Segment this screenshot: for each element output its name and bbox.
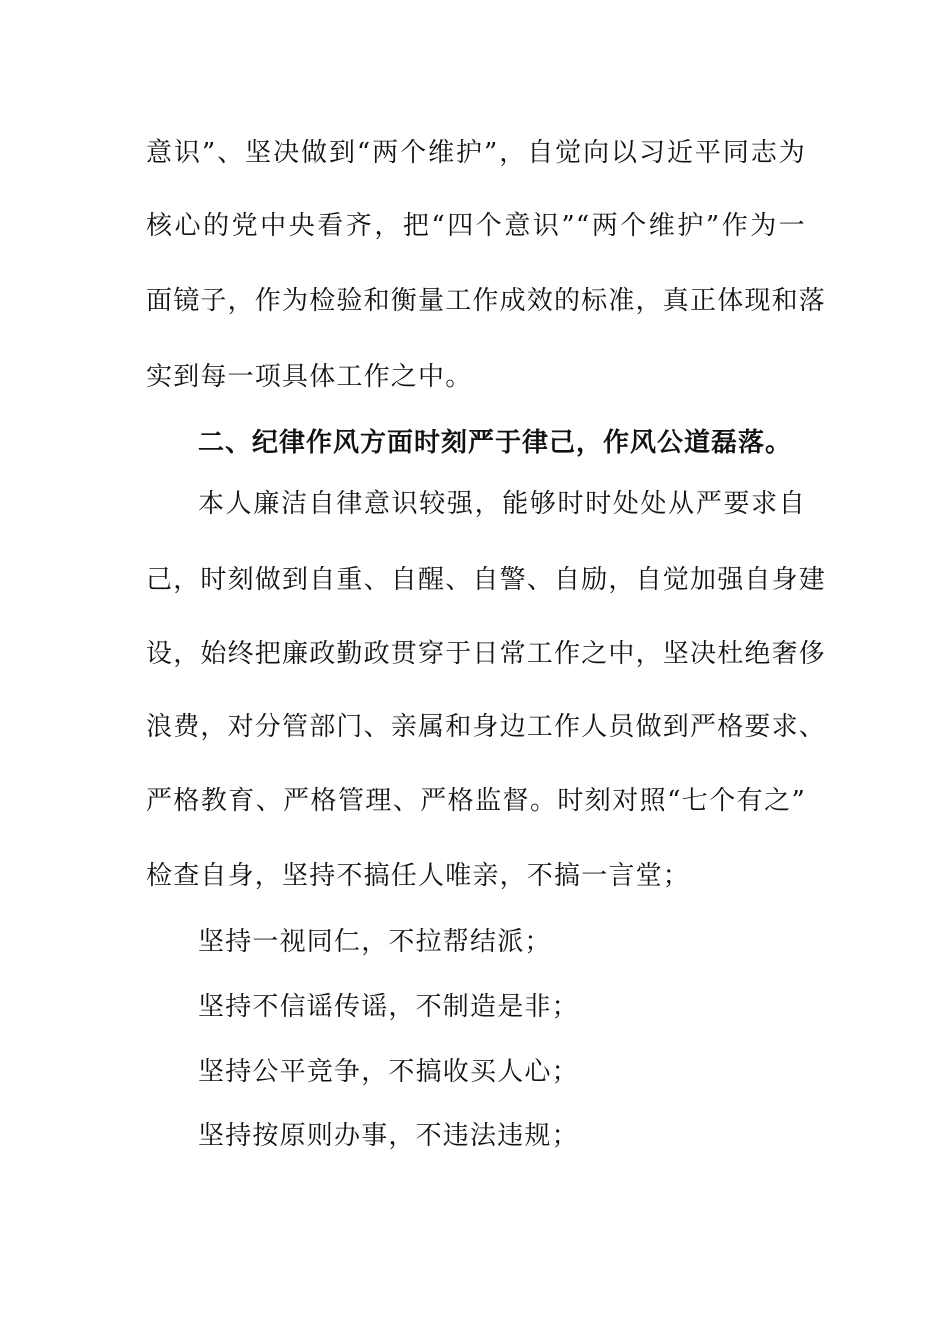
paragraph-line: 面镜子，作为检验和衡量工作成效的标准，真正体现和落 bbox=[146, 286, 827, 316]
paragraph-line: 己，时刻做到自重、自醒、自警、自励，自觉加强自身建 bbox=[146, 565, 827, 595]
paragraph-line: 实到每一项具体工作之中。 bbox=[146, 362, 473, 392]
section-heading: 二、纪律作风方面时刻严于律己，作风公道磊落。 bbox=[198, 428, 793, 458]
paragraph-line: 浪费，对分管部门、亲属和身边工作人员做到严格要求、 bbox=[146, 712, 827, 742]
paragraph-line: 核心的党中央看齐，把“四个意识”“两个维护”作为一 bbox=[146, 211, 806, 241]
list-item: 坚持按原则办事，不违法违规； bbox=[198, 1121, 579, 1151]
paragraph-line: 本人廉洁自律意识较强，能够时时处处从严要求自 bbox=[198, 489, 806, 519]
paragraph-line: 设，始终把廉政勤政贯穿于日常工作之中，坚决杜绝奢侈 bbox=[146, 639, 827, 669]
list-item: 坚持公平竞争，不搞收买人心； bbox=[198, 1057, 579, 1087]
paragraph-line: 检查自身，坚持不搞任人唯亲，不搞一言堂； bbox=[146, 861, 691, 891]
list-item: 坚持不信谣传谣，不制造是非； bbox=[198, 992, 579, 1022]
paragraph-line: 严格教育、严格管理、严格监督。时刻对照“七个有之” bbox=[146, 786, 806, 816]
paragraph-line: 意识”、坚决做到“两个维护”，自觉向以习近平同志为 bbox=[146, 138, 806, 168]
list-item: 坚持一视同仁，不拉帮结派； bbox=[198, 927, 552, 957]
